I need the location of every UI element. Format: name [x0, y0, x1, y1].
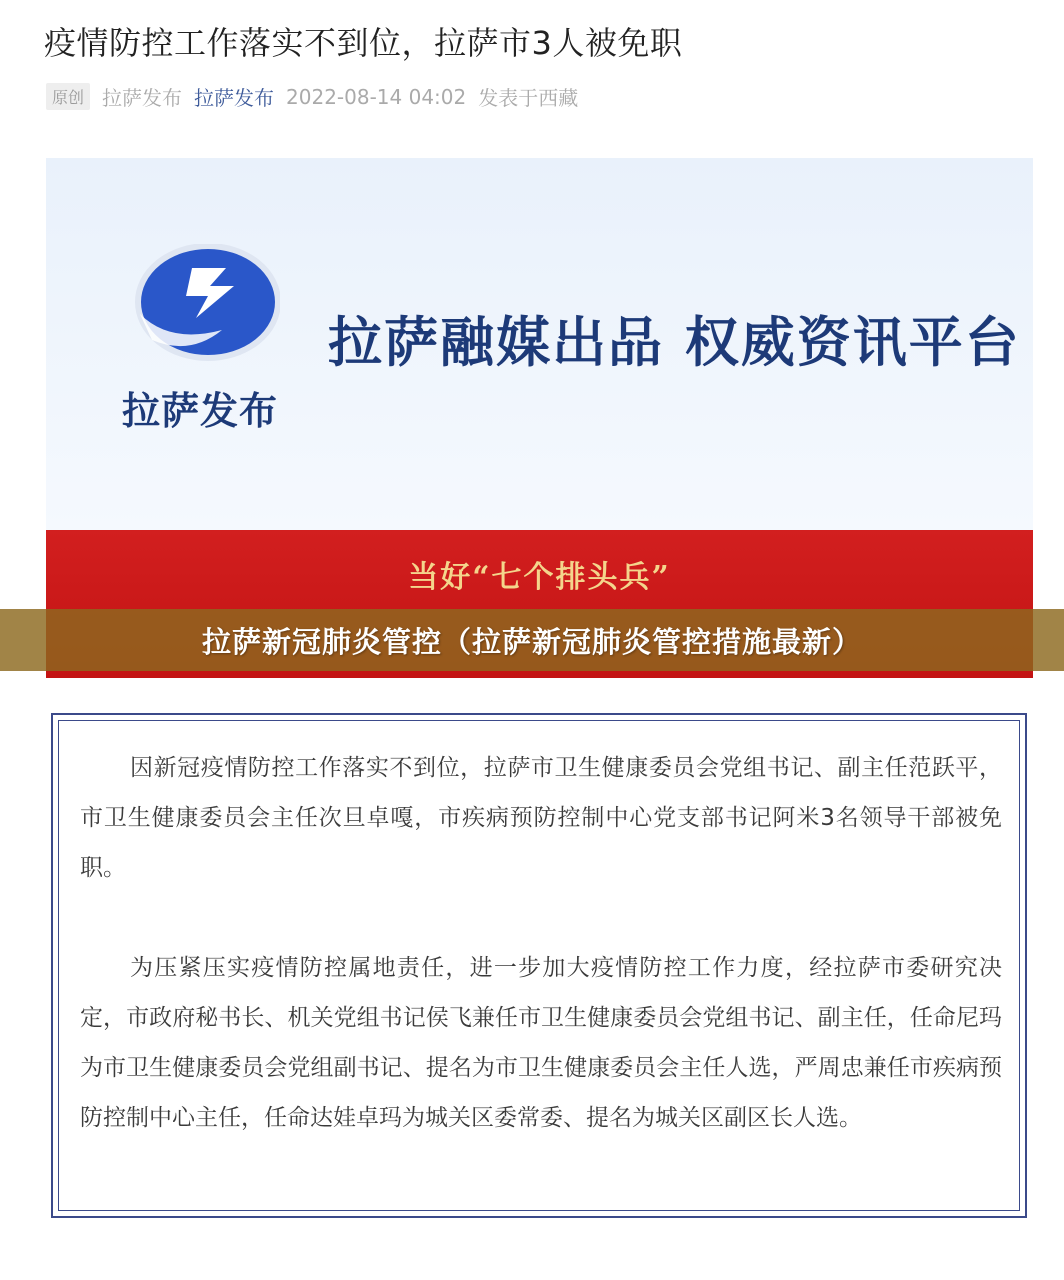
publish-datetime: 2022-08-14 04:02 — [286, 84, 467, 109]
source-name: 拉萨发布 — [102, 86, 183, 110]
overlay-caption: 拉萨新冠肺炎管控（拉萨新冠肺炎管控措施最新） — [201, 624, 862, 659]
original-badge: 原创 — [46, 83, 90, 110]
logo-text: 拉萨发布 — [122, 389, 279, 433]
article-meta — [46, 82, 578, 111]
article-title: 疫情防控工作落实不到位，拉萨市3人被免职 — [44, 24, 683, 62]
author-link[interactable]: 拉萨发布 — [194, 86, 275, 110]
red-strip-text: 当好“七个排头兵” — [408, 560, 671, 595]
notice-paragraph-1: 因新冠疫情防控工作落实不到位，拉萨市卫生健康委员会党组书记、副主任范跃平，市卫生健康委员会主任次旦卓嘎，市疾病预防控制中心党支部书记阿米3名领导干部被免职。 — [80, 755, 1002, 881]
notice-paragraph-2: 为压紧压实疫情防控属地责任，进一步加大疫情防控工作力度，经拉萨市委研究决定，市政府秘书长、机关党组书记侯飞兼任市卫生健康委员会党组书记、副主任，任命尼玛为市卫生健康委员会党组副书记、提名为市卫生健康委员会主任人选，严周忠兼任市疾病预防控制中心主任，任命达娃卓玛为城关区委常委、提名为城关区副区长人选。 — [80, 955, 1002, 1131]
lhasa-release-logo-icon — [130, 244, 280, 364]
overlay-caption-band — [0, 609, 1064, 671]
publish-location: 发表于西藏 — [478, 86, 579, 110]
banner-slogan: 拉萨融媒出品 权威资讯平台 — [328, 311, 1021, 374]
